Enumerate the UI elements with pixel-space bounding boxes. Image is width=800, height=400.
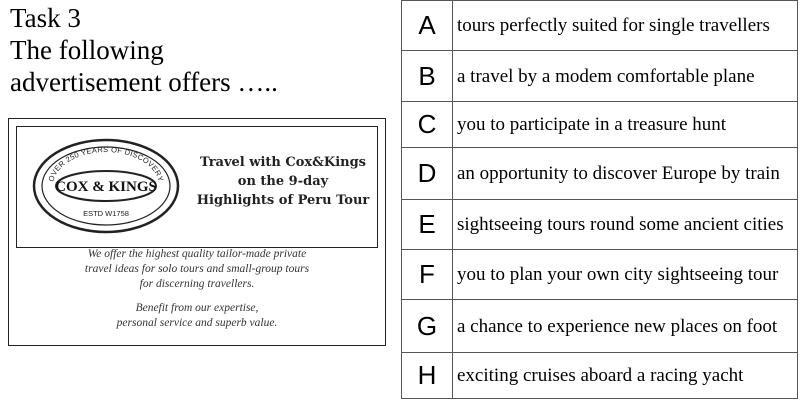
advertisement-header-box (16, 126, 378, 248)
ad-headline (193, 153, 373, 210)
option-text: a travel by a modem comfortable plane (453, 51, 798, 102)
ad-body-line: travel ideas for solo tours and small-group tours (84, 263, 310, 275)
options-table (401, 0, 798, 399)
logo-estd: ESTD W1758 (83, 209, 129, 218)
option-text: a chance to experience new places on foot (453, 300, 798, 353)
option-letter: B (402, 51, 453, 102)
option-text: you to participate in a treasure hunt (453, 102, 798, 148)
task-instruction-line1: The following (10, 35, 164, 65)
ad-body-line: personal service and superb value. (116, 317, 278, 329)
option-row-b (402, 51, 798, 102)
option-letter: C (402, 102, 453, 148)
task-heading (10, 2, 390, 98)
option-letter: D (402, 148, 453, 200)
option-text: tours perfectly suited for single travellers (453, 1, 798, 51)
option-row-c (402, 102, 798, 148)
option-letter: H (402, 353, 453, 399)
option-letter: E (402, 200, 453, 250)
ad-body-paragraph-2 (16, 301, 378, 331)
ad-body-line: We offer the highest quality tailor-made private (87, 248, 307, 260)
cox-and-kings-logo (31, 137, 181, 235)
task-title: Task 3 (10, 3, 81, 33)
ad-body-line: Benefit from our expertise, (135, 302, 259, 314)
logo-arc-text: OVER 250 YEARS OF DISCOVERY (46, 144, 166, 183)
option-text: an opportunity to discover Europe by train (453, 148, 798, 200)
ad-body-paragraph-1 (16, 247, 378, 292)
option-row-f (402, 250, 798, 300)
ad-body-line: for discerning travellers. (139, 278, 255, 290)
option-text: exciting cruises aboard a racing yacht (453, 353, 798, 399)
option-letter: F (402, 250, 453, 300)
ad-headline-line3: Highlights of Peru Tour (196, 193, 370, 208)
ad-body (16, 247, 378, 340)
option-text: you to plan your own city sightseeing tour (453, 250, 798, 300)
option-row-h (402, 353, 798, 399)
ad-headline-line1: Travel with Cox&Kings (199, 155, 366, 170)
option-letter: G (402, 300, 453, 353)
ad-headline-line2: on the 9-day (237, 174, 329, 189)
option-text: sightseeing tours round some ancient cities (453, 200, 798, 250)
logo-name: COX & KINGS (55, 179, 157, 195)
option-row-e (402, 200, 798, 250)
task-instruction-line2: advertisement offers ….. (10, 67, 278, 97)
option-row-g (402, 300, 798, 353)
advertisement (8, 118, 386, 346)
option-row-a (402, 1, 798, 51)
option-letter: A (402, 1, 453, 51)
option-row-d (402, 148, 798, 200)
